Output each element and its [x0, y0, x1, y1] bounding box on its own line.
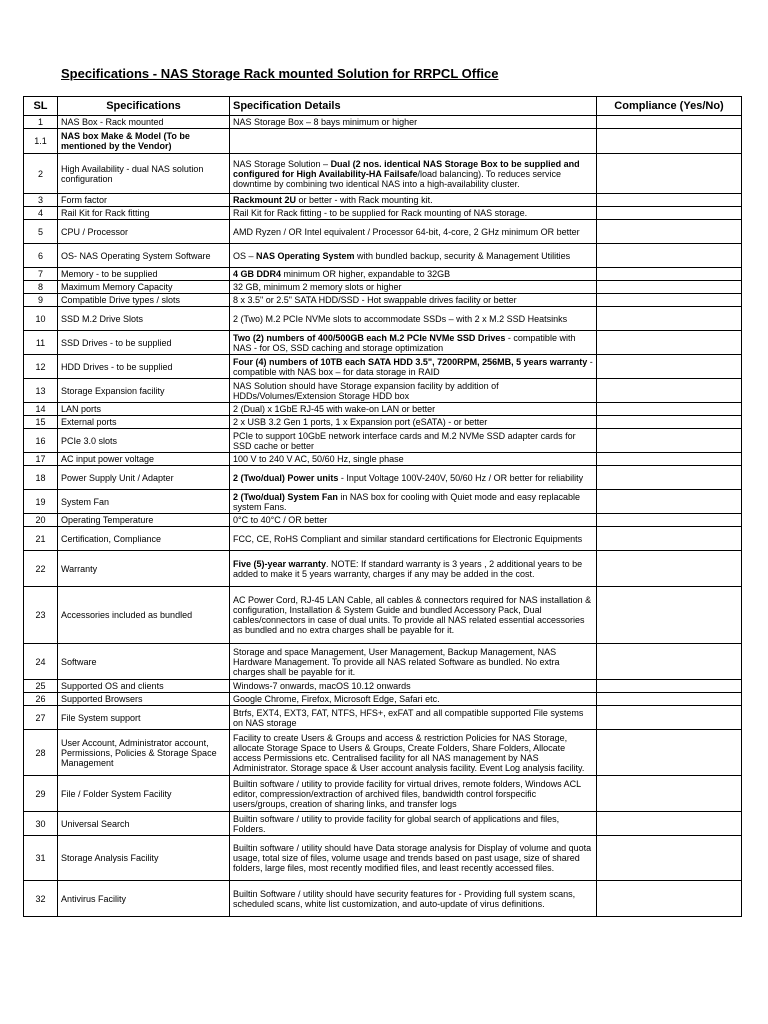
detail-text-bold: Dual (2 nos. identical NAS Storage Box to be supplied and configured for High Availability-HA Failsafe [233, 158, 580, 179]
row-specification-details [230, 490, 597, 514]
table-row [24, 207, 742, 220]
row-specification-details [230, 693, 597, 706]
detail-text: FCC, CE, RoHS Compliant and similar standard certifications for Electronic Equipments [233, 533, 583, 544]
row-specification-details [230, 453, 597, 466]
row-specification-details [230, 294, 597, 307]
table-row [24, 490, 742, 514]
row-compliance-cell[interactable] [597, 403, 742, 416]
detail-text: - compatible with NAS - for OS, SSD caching and storage optimization [233, 332, 576, 353]
row-sl-number: 29 [24, 776, 58, 812]
row-sl-number: 1 [24, 116, 58, 129]
detail-text: Storage and space Management, User Management, Backup Management, NAS Hardware Management. To provide all NAS related Software as bundled. No extra charges shall be payable for it. [233, 646, 560, 677]
row-specification-details [230, 416, 597, 429]
row-sl-number: 26 [24, 693, 58, 706]
table-row [24, 730, 742, 776]
row-specification-details [230, 644, 597, 680]
row-compliance-cell[interactable] [597, 154, 742, 194]
row-compliance-cell[interactable] [597, 680, 742, 693]
row-compliance-cell[interactable] [597, 706, 742, 730]
row-compliance-cell[interactable] [597, 379, 742, 403]
header-specifications: Specifications [58, 97, 230, 116]
table-row [24, 514, 742, 527]
row-specification-details [230, 706, 597, 730]
row-specification-details [230, 429, 597, 453]
row-specification: Antivirus Facility [58, 881, 230, 917]
detail-text: in NAS box for cooling with Quiet mode and easy replacable system Fans. [233, 491, 580, 512]
row-specification: Compatible Drive types / slots [58, 294, 230, 307]
row-compliance-cell[interactable] [597, 587, 742, 644]
row-sl-number: 30 [24, 812, 58, 836]
row-specification: File System support [58, 706, 230, 730]
row-sl-number: 31 [24, 836, 58, 881]
table-row [24, 194, 742, 207]
row-sl-number: 22 [24, 551, 58, 587]
row-compliance-cell[interactable] [597, 268, 742, 281]
row-specification-details [230, 355, 597, 379]
row-sl-number: 1.1 [24, 129, 58, 154]
row-compliance-cell[interactable] [597, 466, 742, 490]
detail-text: 8 x 3.5" or 2.5" SATA HDD/SSD - Hot swappable drives facility or better [233, 295, 517, 305]
row-specification-details [230, 194, 597, 207]
table-row [24, 527, 742, 551]
row-compliance-cell[interactable] [597, 730, 742, 776]
detail-text: NAS Solution should have Storage expansion facility by addition of HDDs/Volumes/Extension Storage HDD box [233, 380, 499, 401]
table-row [24, 680, 742, 693]
table-row [24, 693, 742, 706]
table-row [24, 776, 742, 812]
table-row [24, 644, 742, 680]
row-compliance-cell[interactable] [597, 281, 742, 294]
row-compliance-cell[interactable] [597, 244, 742, 268]
detail-text: Rail Kit for Rack fitting - to be supplied for Rack mounting of NAS storage. [233, 208, 528, 218]
row-specification-details [230, 307, 597, 331]
row-sl-number: 8 [24, 281, 58, 294]
row-specification: Maximum Memory Capacity [58, 281, 230, 294]
row-specification: Form factor [58, 194, 230, 207]
row-compliance-cell[interactable] [597, 551, 742, 587]
detail-text: 0°C to 40°C / OR better [233, 515, 328, 525]
row-sl-number: 5 [24, 220, 58, 244]
detail-text: Windows-7 onwards, macOS 10.12 onwards [233, 681, 411, 691]
row-compliance-cell[interactable] [597, 776, 742, 812]
table-row [24, 466, 742, 490]
row-sl-number: 28 [24, 730, 58, 776]
detail-text: with bundled backup, security & Management Utilities [354, 250, 571, 261]
table-row [24, 154, 742, 194]
detail-text: PCIe to support 10GbE network interface cards and M.2 NVMe SSD adapter cards for SSD cache or better [233, 430, 576, 451]
row-compliance-cell[interactable] [597, 416, 742, 429]
header-row [24, 97, 742, 116]
row-compliance-cell[interactable] [597, 693, 742, 706]
row-sl-number: 20 [24, 514, 58, 527]
row-compliance-cell[interactable] [597, 116, 742, 129]
row-specification: NAS Box - Rack mounted [58, 116, 230, 129]
table-row [24, 587, 742, 644]
row-specification: Storage Expansion facility [58, 379, 230, 403]
row-specification-details [230, 587, 597, 644]
row-specification-details [230, 680, 597, 693]
row-specification-details [230, 116, 597, 129]
detail-text: Builtin software / utility should have Data storage analysis for Display of volume and quota usage, total size of files, volume usage and trends based on past usage, size of shared folders, large files, most recently modified files, and least recently accessed files. [233, 843, 592, 873]
page-title: Specifications - NAS Storage Rack mounted Solution for RRPCL Office [61, 66, 499, 81]
row-compliance-cell[interactable] [597, 453, 742, 466]
row-specification-details [230, 281, 597, 294]
detail-text: 2 x USB 3.2 Gen 1 ports, 1 x Expansion port (eSATA) - or better [233, 417, 488, 427]
row-specification-details [230, 881, 597, 917]
row-specification: SSD Drives - to be supplied [58, 331, 230, 355]
table-row [24, 307, 742, 331]
row-specification: External ports [58, 416, 230, 429]
row-specification: Supported Browsers [58, 693, 230, 706]
row-sl-number: 14 [24, 403, 58, 416]
detail-text: Builtin software / utility to provide facility for virtual drives, remote folders, Windows ACL editor, compression/extraction of archived files, bandwidth control forspecific users/groups, creation of sharing links, and transfer logs [233, 778, 581, 809]
row-sl-number: 32 [24, 881, 58, 917]
row-specification: File / Folder System Facility [58, 776, 230, 812]
detail-text: AMD Ryzen / OR Intel equivalent / Processor 64-bit, 4-core, 2 GHz minimum OR better [233, 226, 580, 237]
table-row [24, 453, 742, 466]
detail-text: 2 (Two) M.2 PCIe NVMe slots to accommodate SSDs – with 2 x M.2 SSD Heatsinks [233, 313, 568, 324]
detail-text-bold: 2 (Two/dual) System Fan [233, 491, 338, 502]
table-row [24, 244, 742, 268]
detail-text: Facility to create Users & Groups and access & restriction Policies for NAS Storage, allocate Storage Space to Users & Groups, Create Folders, Share Folders, Allocate access Permissions etc. Centralised facility for all NAS management by NAS Administrator. Storage space & User account analysis facility. Event Log analysis facility. [233, 732, 585, 773]
row-specification: Warranty [58, 551, 230, 587]
row-sl-number: 10 [24, 307, 58, 331]
header-sl: SL [24, 97, 58, 116]
table-row [24, 881, 742, 917]
row-sl-number: 23 [24, 587, 58, 644]
table-row [24, 812, 742, 836]
detail-text: Builtin Software / utility should have security features for - Providing full system scans, scheduled scans, white list customization, and auto-update of virus definitions. [233, 888, 576, 909]
row-specification-details [230, 466, 597, 490]
row-specification: Memory - to be supplied [58, 268, 230, 281]
detail-text: - Input Voltage 100V-240V, 50/60 Hz / OR better for reliability [338, 472, 584, 483]
row-sl-number: 18 [24, 466, 58, 490]
row-specification: HDD Drives - to be supplied [58, 355, 230, 379]
row-compliance-cell[interactable] [597, 129, 742, 154]
row-sl-number: 16 [24, 429, 58, 453]
row-specification: Power Supply Unit / Adapter [58, 466, 230, 490]
row-compliance-cell[interactable] [597, 812, 742, 836]
row-sl-number: 13 [24, 379, 58, 403]
detail-text: Google Chrome, Firefox, Microsoft Edge, Safari etc. [233, 694, 440, 704]
row-specification-details [230, 331, 597, 355]
row-specification: User Account, Administrator account, Permissions, Policies & Storage Space Management [58, 730, 230, 776]
row-sl-number: 19 [24, 490, 58, 514]
detail-text: minimum OR higher, expandable to 32GB [281, 269, 451, 279]
table-row [24, 429, 742, 453]
row-specification-details [230, 154, 597, 194]
row-compliance-cell[interactable] [597, 194, 742, 207]
table-row [24, 116, 742, 129]
row-sl-number: 9 [24, 294, 58, 307]
table-row [24, 706, 742, 730]
detail-text: or better - with Rack mounting kit. [296, 195, 433, 205]
row-sl-number: 3 [24, 194, 58, 207]
row-specification-details [230, 379, 597, 403]
table-row [24, 355, 742, 379]
detail-text-bold: NAS Operating System [256, 250, 355, 261]
detail-text: Btrfs, EXT4, EXT3, FAT, NTFS, HFS+, exFAT and all compatible supported File systems on NAS storage [233, 707, 584, 728]
row-specification-details [230, 220, 597, 244]
row-compliance-cell[interactable] [597, 490, 742, 514]
row-compliance-cell[interactable] [597, 514, 742, 527]
detail-text: Builtin software / utility to provide facility for global search of applications and files, Folders. [233, 813, 560, 834]
row-specification: Software [58, 644, 230, 680]
row-specification-details [230, 514, 597, 527]
row-specification: CPU / Processor [58, 220, 230, 244]
table-row [24, 379, 742, 403]
detail-text: AC Power Cord, RJ-45 LAN Cable, all cables & connectors required for NAS installation & configuration, Installation & System Guide and bundled Accessory Pack, Dual cables/connectors in case of dual units. To provide all NAS related essential accessories as bundled and no extra charges shall be payable for it. [233, 595, 592, 635]
row-specification-details [230, 812, 597, 836]
row-specification: AC input power voltage [58, 453, 230, 466]
row-sl-number: 4 [24, 207, 58, 220]
row-specification-details [230, 776, 597, 812]
detail-text: 2 (Dual) x 1GbE RJ-45 with wake-on LAN or better [233, 404, 436, 414]
detail-text: 32 GB, minimum 2 memory slots or higher [233, 282, 402, 292]
row-sl-number: 15 [24, 416, 58, 429]
table-row [24, 551, 742, 587]
row-specification: Supported OS and clients [58, 680, 230, 693]
row-sl-number: 21 [24, 527, 58, 551]
specification-table [23, 96, 742, 917]
row-compliance-cell[interactable] [597, 207, 742, 220]
row-specification: Accessories included as bundled [58, 587, 230, 644]
row-specification: Storage Analysis Facility [58, 836, 230, 881]
table-row [24, 331, 742, 355]
row-specification-details [230, 836, 597, 881]
detail-text: 100 V to 240 V AC, 50/60 Hz, single phase [233, 454, 404, 464]
row-sl-number: 2 [24, 154, 58, 194]
row-sl-number: 25 [24, 680, 58, 693]
table-row [24, 220, 742, 244]
row-specification-details [230, 129, 597, 154]
row-sl-number: 17 [24, 453, 58, 466]
row-specification-details [230, 551, 597, 587]
row-specification: LAN ports [58, 403, 230, 416]
row-specification: High Availability - dual NAS solution configuration [58, 154, 230, 194]
row-compliance-cell[interactable] [597, 220, 742, 244]
row-specification-details [230, 207, 597, 220]
table-row [24, 281, 742, 294]
detail-text-bold: Two (2) numbers of 400/500GB each M.2 PCIe NVMe SSD Drives [233, 332, 506, 343]
detail-text-bold: 2 (Two/dual) Power units [233, 472, 339, 483]
detail-text-bold: Five (5)-year warranty [233, 558, 327, 569]
row-sl-number: 11 [24, 331, 58, 355]
table-row [24, 403, 742, 416]
row-compliance-cell[interactable] [597, 429, 742, 453]
detail-text: - compatible with NAS box – for data storage in RAID [233, 356, 593, 377]
header-compliance: Compliance (Yes/No) [597, 97, 742, 116]
row-compliance-cell[interactable] [597, 527, 742, 551]
row-compliance-cell[interactable] [597, 836, 742, 881]
row-specification: OS- NAS Operating System Software [58, 244, 230, 268]
detail-text-bold: Rackmount 2U [233, 195, 297, 205]
row-specification: PCIe 3.0 slots [58, 429, 230, 453]
detail-text: . NOTE: If standard warranty is 3 years , 2 additional years to be added to make it 5 years warranty, charges if any may be added in the cost. [233, 558, 583, 579]
row-specification: Operating Temperature [58, 514, 230, 527]
table-row [24, 294, 742, 307]
row-specification: Rail Kit for Rack fitting [58, 207, 230, 220]
row-compliance-cell[interactable] [597, 331, 742, 355]
table-body [24, 116, 742, 917]
row-specification: Universal Search [58, 812, 230, 836]
detail-text: NAS Storage Box – 8 bays minimum or higher [233, 117, 418, 127]
row-sl-number: 7 [24, 268, 58, 281]
row-specification-details [230, 244, 597, 268]
table-row [24, 416, 742, 429]
row-sl-number: 12 [24, 355, 58, 379]
row-specification: Certification, Compliance [58, 527, 230, 551]
row-sl-number: 27 [24, 706, 58, 730]
table-row [24, 129, 742, 154]
table-row [24, 836, 742, 881]
row-compliance-cell[interactable] [597, 355, 742, 379]
row-compliance-cell[interactable] [597, 307, 742, 331]
row-specification: SSD M.2 Drive Slots [58, 307, 230, 331]
detail-text: /load balancing). To reduces service downtime by combining two identical NAS into a high-availability cluster. [233, 168, 561, 189]
row-compliance-cell[interactable] [597, 881, 742, 917]
row-specification-details [230, 527, 597, 551]
detail-text-bold: 4 GB DDR4 [233, 269, 282, 279]
row-specification-details [230, 268, 597, 281]
row-compliance-cell[interactable] [597, 294, 742, 307]
table-row [24, 268, 742, 281]
header-specification-details: Specification Details [230, 97, 597, 116]
detail-text-bold: Four (4) numbers of 10TB each SATA HDD 3.5", 7200RPM, 256MB, 5 years warranty [233, 356, 588, 367]
row-sl-number: 6 [24, 244, 58, 268]
row-specification-details [230, 403, 597, 416]
detail-text: OS – [233, 250, 257, 261]
row-specification: System Fan [58, 490, 230, 514]
row-sl-number: 24 [24, 644, 58, 680]
detail-text: NAS Storage Solution – [233, 158, 331, 169]
row-specification-details [230, 730, 597, 776]
row-compliance-cell[interactable] [597, 644, 742, 680]
row-specification: NAS box Make & Model (To be mentioned by the Vendor) [58, 129, 230, 154]
